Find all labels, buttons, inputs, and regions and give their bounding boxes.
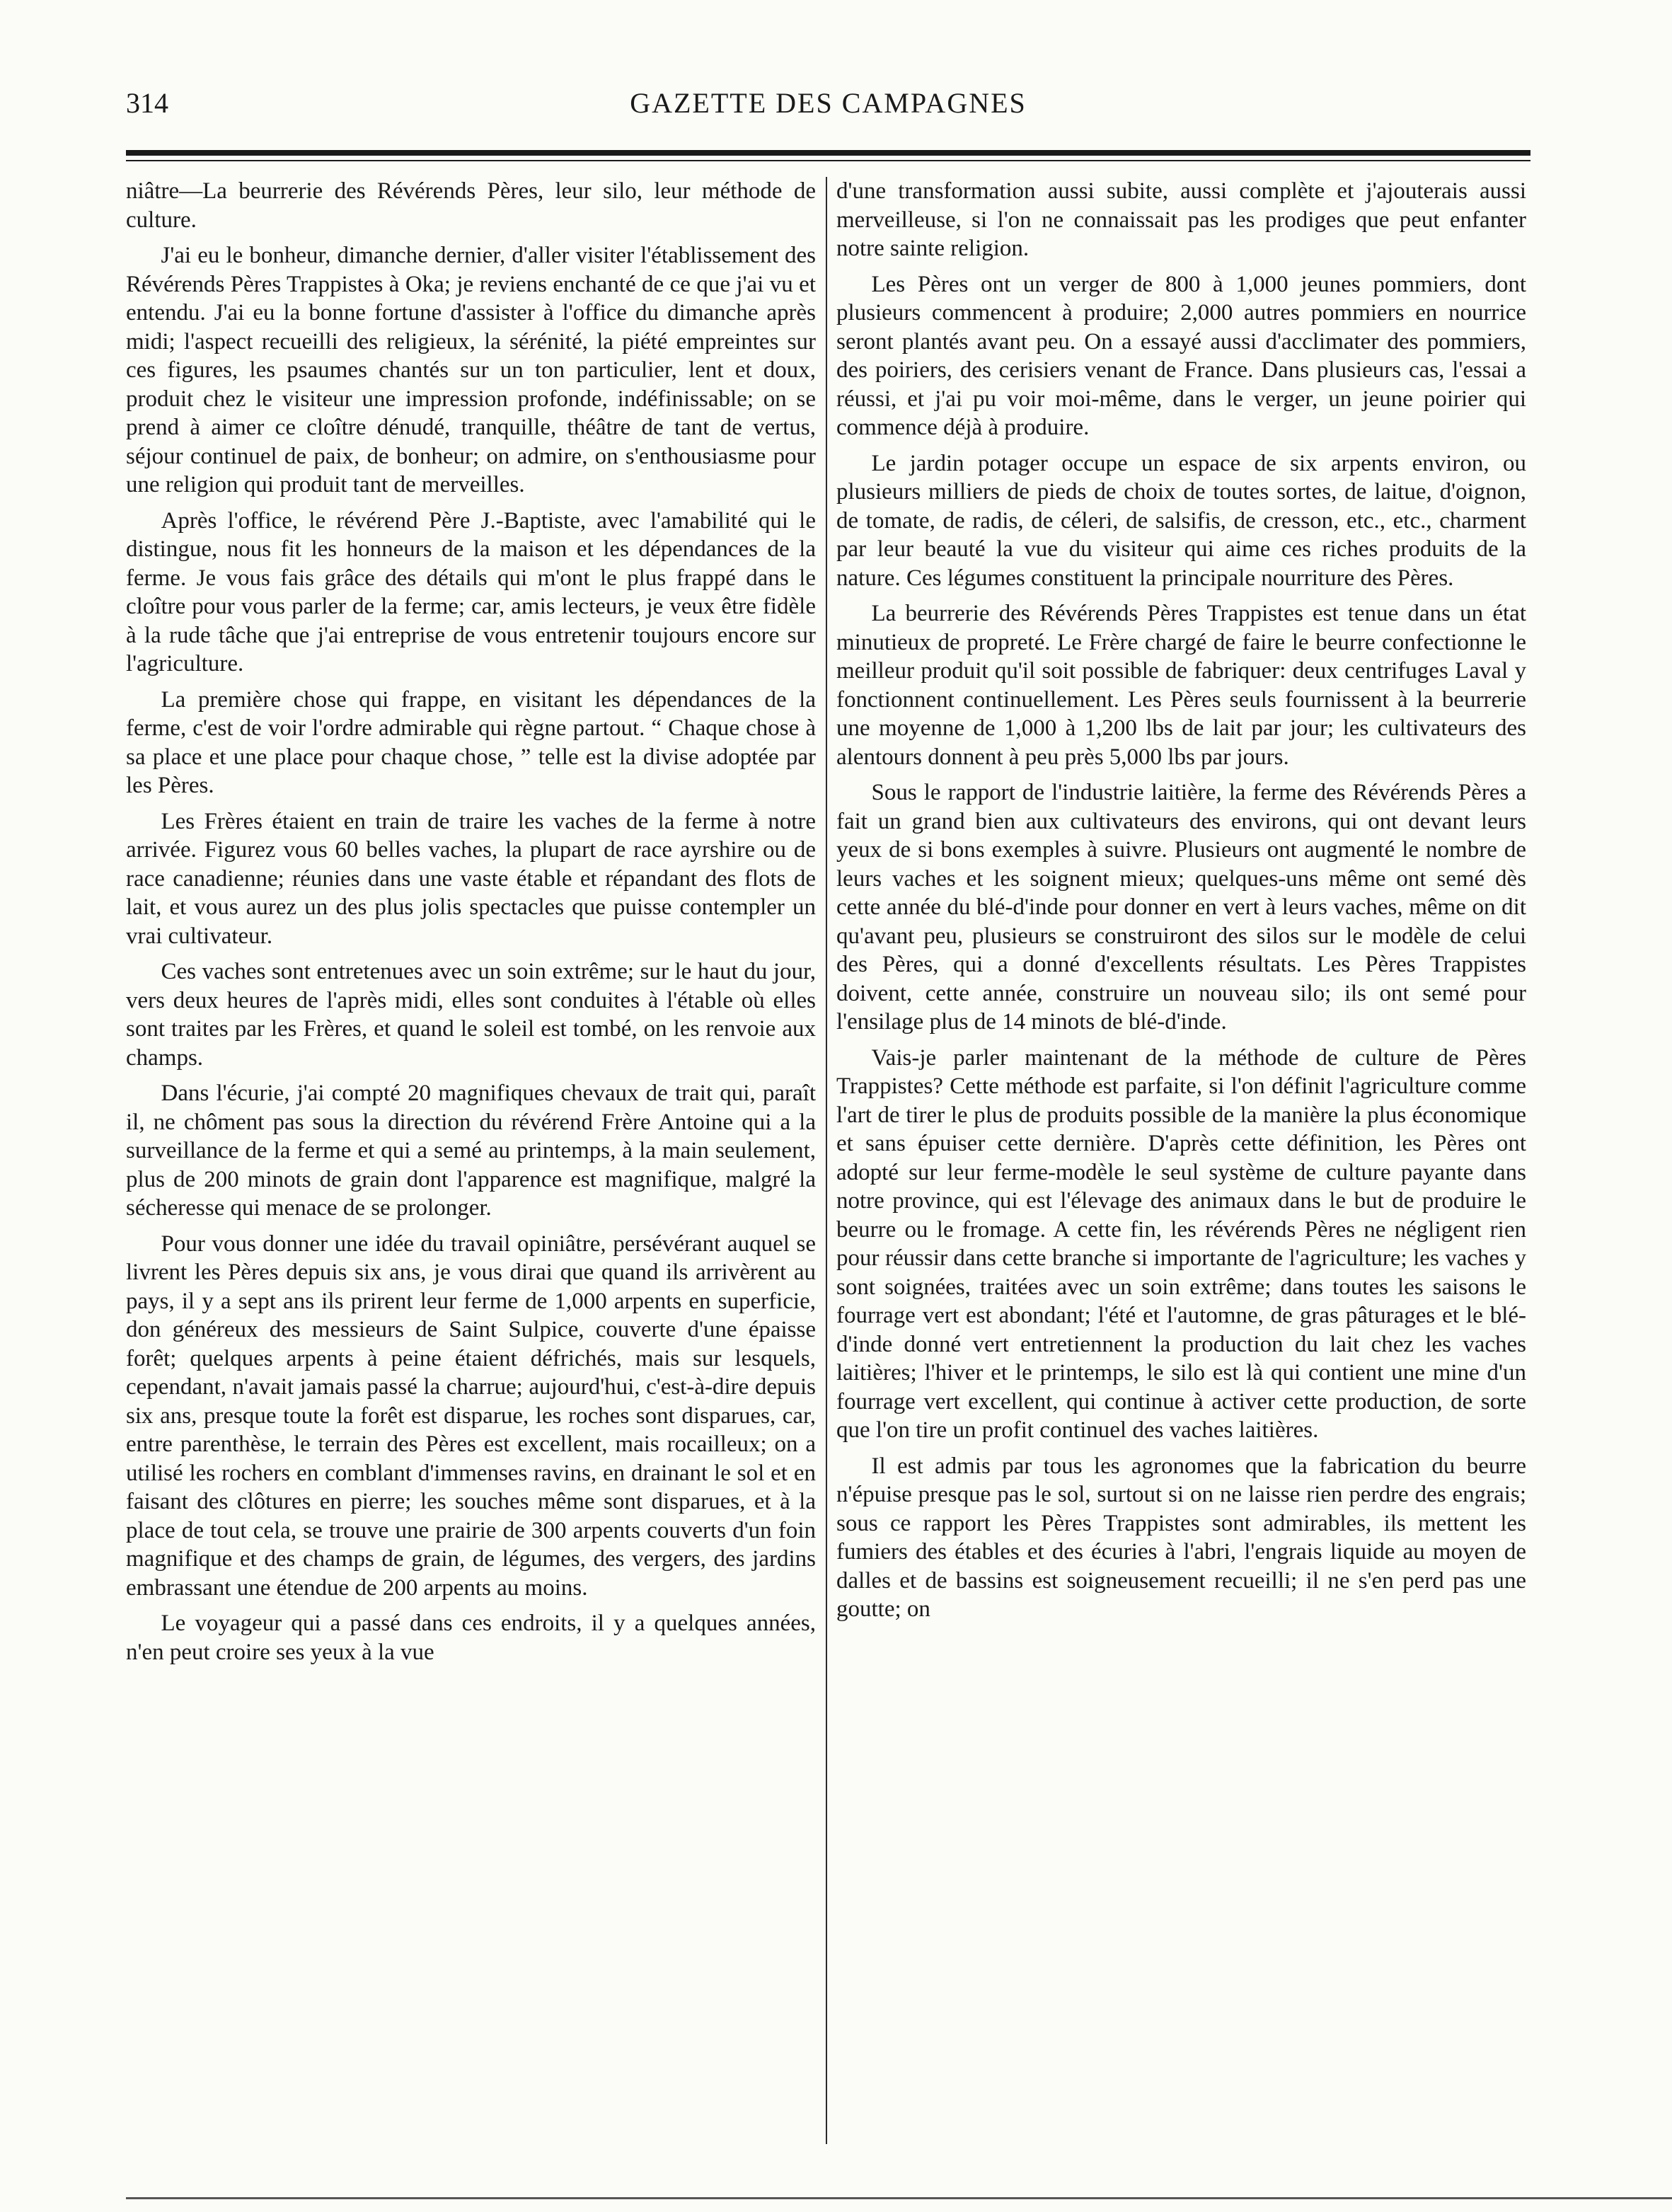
paragraph: Les Pères ont un verger de 800 à 1,000 jeunes pommiers, dont plusieurs commencent à produire; 2,000 autres pommiers en nourrice seront plantés avant peu. On a essayé aussi d'acclimater des pommiers, des poiriers, des cerisiers venant de France. Dans plusieurs cas, l'essai a réussi, et j'ai pu voir moi-même, dans le verger, un jeune poirier qui commence déjà à produire. — [836, 271, 1526, 440]
paragraph: Pour vous donner une idée du travail opiniâtre, persévérant auquel se livrent les Pères depuis six ans, je vous dirai que quand ils arrivèrent au pays, il y a sept ans ils prirent leur ferme de 1,000 arpents en superficie, don généreux des messieurs de Saint Sulpice, couverte d'une épaisse forêt; quelques arpents à peine étaient défrichés, mais sur lesquels, cependant, n'avait jamais passé la charrue; aujourd'hui, c'est-à-dire depuis six ans, presque toute la forêt est disparue, les roches sont disparues, car, entre parenthèse, le terrain des Pères est excellent, mais rocailleux; on a utilisé les rochers en comblant d'immenses ravins, en drainant le sol et en faisant des clôtures en pierre; les souches même sont disparues, et à la place de tout cela, se trouve une prairie de 300 arpents couverts d'un foin magnifique et des champs de grain, de légumes, des vergers, des jardins embrassant une étendue de 200 arpents au moins. — [126, 1231, 816, 1601]
paragraph: Il est admis par tous les agronomes que la fabrication du beurre n'épuise presque pas le sol, surtout si on ne laisse rien perdre des engrais; sous ce rapport les Pères Trappistes sont admirables, ils mettent les fumiers des étables et des écuries à l'abri, l'engrais liquide au moyen de dalles et de bassins est soigneusement recueilli; il ne s'en perd pas une goutte; on — [836, 1453, 1526, 1622]
paragraph: La beurrerie des Révérends Pères Trappistes est tenue dans un état minutieux de propreté. Le Frère chargé de faire le beurre confectionne le meilleur produit qu'il soit possible de fabriquer: deux centrifuges Laval y fonctionnent continuellement. Les Pères seuls fournissent à la beurrerie une moyenne de 1,000 à 1,200 lbs de lait par jour; les cultivateurs des alentours donnent à peu près 5,000 lbs par jours. — [836, 601, 1526, 770]
left-column — [126, 177, 816, 1666]
paragraph: J'ai eu le bonheur, dimanche dernier, d'aller visiter l'établissement des Révérends Pères Trappistes à Oka; je reviens enchanté de ce que j'ai vu et entendu. J'ai eu la bonne fortune d'assister à l'office du dimanche après midi; l'aspect recueilli des religieux, la sérénité, la piété empreintes sur ces figures, les psaumes chantés sur un ton particulier, lent et doux, produit chez le visiteur une impression profonde, indéfinissable; on se prend à aimer ce cloître dénudé, tranquille, théâtre de tant de vertus, séjour continuel de paix, de bonheur; on admire, on s'enthousiasme pour une religion qui produit tant de merveilles. — [126, 243, 816, 497]
paragraph: Le voyageur qui a passé dans ces endroits, il y a quelques années, n'en peut croire ses yeux à la vue — [126, 1611, 816, 1665]
paragraph: niâtre—La beurrerie des Révérends Pères, leur silo, leur méthode de culture. — [126, 178, 816, 233]
paragraph: Ces vaches sont entretenues avec un soin extrême; sur le haut du jour, vers deux heures de l'après midi, elles sont conduites à l'étable où elles sont traites par les Frères, et quand le soleil est tombé, on les renvoie aux champs. — [126, 959, 816, 1071]
paragraph: Les Frères étaient en train de traire les vaches de la ferme à notre arrivée. Figurez vous 60 belles vaches, la plupart de race ayrshire ou de race canadienne; réunies dans une vaste étable et répandant des flots de lait, et vous aurez un des plus jolis spectacles que puisse contempler un vrai cultivateur. — [126, 808, 816, 949]
bottom-rule — [126, 2197, 1672, 2199]
paragraph: Dans l'écurie, j'ai compté 20 magnifiques chevaux de trait qui, paraît il, ne chôment pas sous la direction du révérend Frère Antoine qui a la surveillance de la ferme et qui a semé au printemps, à la main seulement, plus de 200 minots de grain dont l'apparence est magnifique, malgré la sécheresse qui menace de se prolonger. — [126, 1081, 816, 1221]
paragraph: La première chose qui frappe, en visitant les dépendances de la ferme, c'est de voir l'ordre admirable qui règne partout. “ Chaque chose à sa place et une place pour chaque chose, ” telle est la divise adoptée par les Pères. — [126, 686, 816, 798]
paragraph: Sous le rapport de l'industrie laitière, la ferme des Révérends Pères a fait un grand bien aux cultivateurs des environs, qui ont devant leurs yeux de si bons exemples à suivre. Plusieurs ont augmenté le nombre de leurs vaches et les soignent mieux; quelques-uns même ont semé dès cette année du blé-d'inde pour donner en vert à leurs vaches, même on dit qu'avant peu, plusieurs se construiront des silos sur le modèle de celui des Pères, qui a donné d'excellents résultats. Les Pères Trappistes doivent, cette année, construire un nouveau silo; ils ont semé pour l'ensilage plus de 14 minots de blé-d'inde. — [836, 780, 1526, 1035]
running-title: GAZETTE DES CAMPAGNES — [630, 87, 1027, 119]
paragraph: Vais-je parler maintenant de la méthode de culture de Pères Trappistes? Cette méthode est parfaite, si l'on définit l'agriculture comme l'art de tirer le plus de produits possible de la manière la plus économique et sans épuiser cette dernière. D'après cette définition, les Pères ont adopté sur leur ferme-modèle le seul système de culture payante dans notre province, qui est l'élevage des animaux dans le but de produire le beurre ou le fromage. A cette fin, les révérends Pères ne négligent rien pour réussir dans cette branche si importante de l'agriculture; les vaches y sont soignées, traitées avec un soin extrême; dans toutes les saisons le fourrage vert est abondant; l'été et l'automne, de gras pâturages et le blé-d'inde donné vert entretiennent la production du lait chez les vaches laitières; l'hiver et le printemps, le silo est là qui contient une mine d'un fourrage vert excellent, qui continue à activer cette production, de sorte que l'on tire un profit continuel des vaches laitières. — [836, 1044, 1526, 1443]
paragraph: Le jardin potager occupe un espace de six arpents environ, ou plusieurs milliers de pieds de choix de toutes sortes, de laitue, d'oignon, de tomate, de radis, de céleri, de salsifis, de cresson, etc., etc., charment par leur beauté la vue du visiteur qui aime ces riches produits de la nature. Ces légumes constituent la principale nourriture des Pères. — [836, 450, 1526, 591]
header-rule-thick — [126, 150, 1530, 156]
page-number: 314 — [126, 87, 168, 119]
right-column — [836, 177, 1526, 1624]
paragraph: Après l'office, le révérend Père J.-Baptiste, avec l'amabilité qui le distingue, nous fit les honneurs de la maison et les dépendances de la ferme. Je vous fais grâce des détails qui m'ont le plus frappé dans le cloître pour vous parler de la ferme; car, amis lecteurs, je veux être fidèle à la rude tâche que j'ai entreprise de vous entretenir toujours encore sur l'agriculture. — [126, 507, 816, 676]
column-divider — [826, 177, 827, 2144]
paragraph: d'une transformation aussi subite, aussi complète et j'ajouterais aussi merveilleuse, si l'on ne connaissait pas les prodiges que peut enfanter notre sainte religion. — [836, 178, 1526, 261]
header-rule-thin — [126, 160, 1530, 161]
page-header — [126, 86, 1530, 129]
